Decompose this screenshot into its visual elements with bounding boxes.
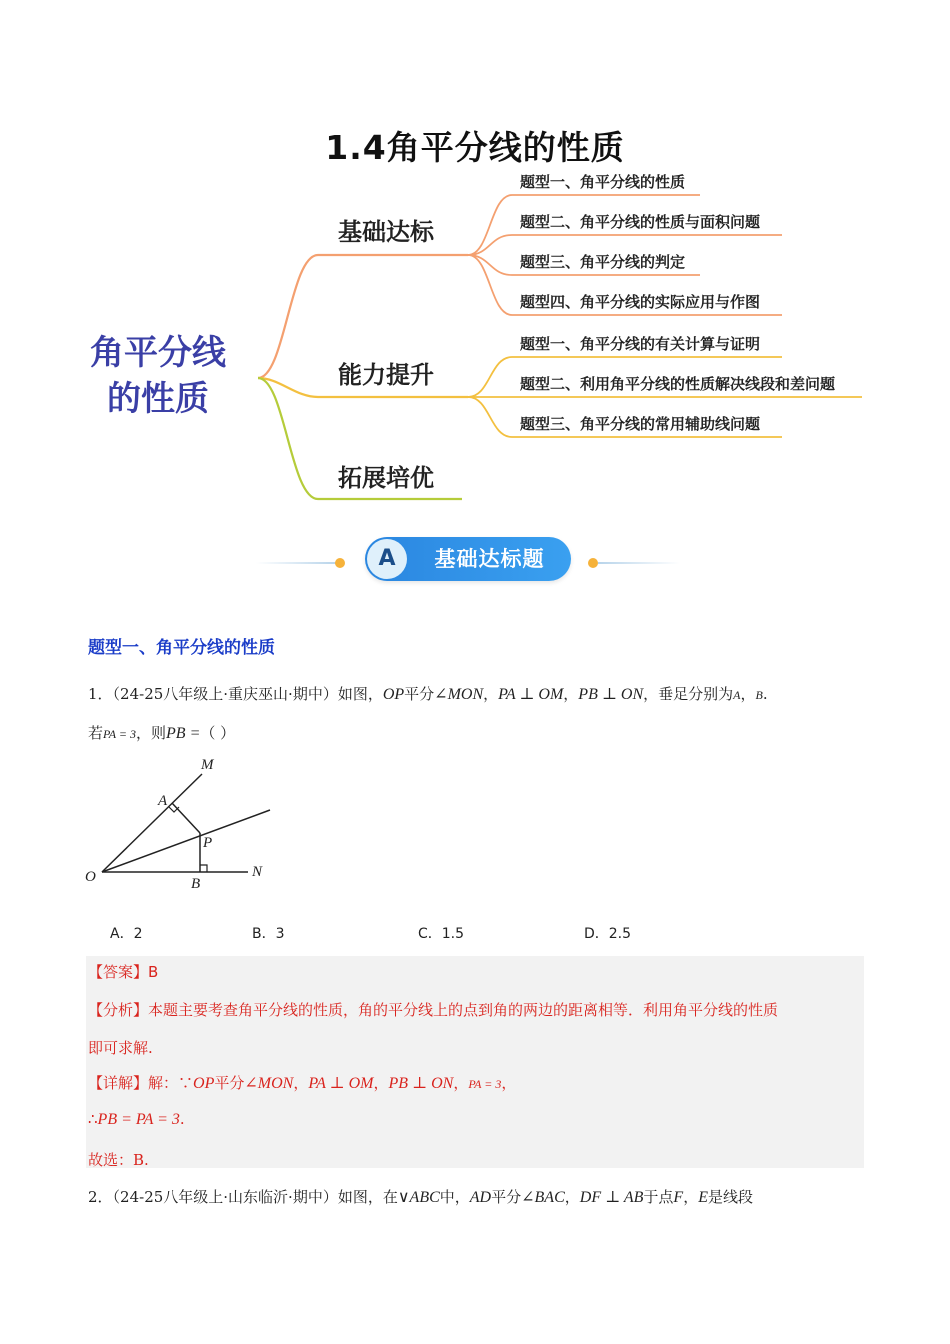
text: 中， [439,1188,470,1206]
therefore-line [88,1110,185,1129]
math: PB = [166,725,201,742]
text: ， [483,685,499,703]
therefore-symbol: ∴ [88,1110,98,1128]
math: PB ⊥ ON [578,686,644,703]
text: ， [453,1074,469,1092]
math: ∠MON [434,686,484,703]
label-O: O [85,869,96,885]
text: ， [563,685,579,703]
text: ， [501,1074,517,1092]
label-B: B [191,876,201,892]
label-M: M [201,757,214,773]
mindmap-branch-basic: 基础达标 [338,218,434,246]
text: 平分 [491,1188,522,1206]
label-N: N [252,864,263,880]
option-d[interactable]: D．2.5 [584,926,632,942]
math: E [698,1189,708,1206]
mindmap-leaf: 题型一、角平分线的有关计算与证明 [520,335,761,353]
analysis-tag: 【分析】 [88,1001,149,1019]
banner-dot-right [588,558,598,568]
answer-tag: 【答案】 [88,963,149,981]
mindmap-root-line2: 的性质 [107,379,209,419]
math: OP [193,1075,215,1092]
question-number: 2． [88,1188,113,1206]
text: ， [683,1188,699,1206]
text: ， [373,1074,389,1092]
math: PA = 3 [103,727,137,741]
detail-line-1 [88,1072,516,1093]
mindmap-root-line1: 角平分线 [90,333,226,373]
text: ， [564,1188,580,1206]
math: PA ⊥ OM [498,686,564,703]
math: AD [469,1189,492,1206]
banner-dot-left [335,558,345,568]
option-c[interactable]: C．1.5 [418,926,465,942]
math: PB = PA = 3 [97,1111,180,1128]
text: ，垂足分别为 [643,685,734,703]
question-source: （24-25八年级上·重庆巫山·期中）如图， [112,685,383,703]
text: ，则 [136,724,167,742]
text: 是线段 [708,1188,754,1206]
section-heading: 题型一、角平分线的性质 [88,638,275,658]
math: OP [382,686,405,703]
label-P: P [203,835,213,851]
answer-value: B [148,963,159,981]
label-A: A [158,793,168,809]
choose-line: 故选：B. [88,1151,149,1169]
text: 平分 [214,1074,245,1092]
banner-text: 基础达标题 [434,547,545,571]
page-title: 1.4角平分线的性质 [325,128,625,167]
banner-line-right [598,562,680,564]
math: PB ⊥ ON [388,1075,454,1092]
text: ， [740,685,756,703]
mindmap-branch-ability: 能力提升 [338,361,434,389]
mindmap-branch-extension: 拓展培优 [338,464,434,492]
mindmap-leaf: 题型三、角平分线的判定 [520,253,686,271]
mindmap-connectors [0,0,950,520]
question-1-line-1 [88,683,768,704]
text: . [762,685,768,703]
mindmap-leaf: 题型二、利用角平分线的性质解决线段和差问题 [520,375,836,393]
banner-letter: A [367,539,407,579]
text: 平分 [404,685,435,703]
text: ， [293,1074,309,1092]
question-2-line-1 [88,1186,753,1207]
math: DF ⊥ AB [579,1189,644,1206]
analysis-text: 本题主要考查角平分线的性质，角的平分线上的点到角的两边的距离相等．利用角平分线的性质 [148,1001,779,1019]
mindmap-root [72,330,244,422]
answer-line [88,961,158,982]
math: B [755,688,763,702]
math: F [673,1189,684,1206]
analysis-line-2: 即可求解. [88,1039,153,1057]
text: 解：∵ [148,1074,194,1092]
math: ∠MON [244,1075,294,1092]
math: A [733,688,741,702]
mindmap-leaf: 题型一、角平分线的性质 [520,173,686,191]
analysis-line-1 [88,999,778,1020]
option-b[interactable]: B．3 [252,926,285,942]
detail-tag: 【详解】 [88,1074,149,1092]
text: . [179,1110,185,1128]
answer-box [86,956,864,1168]
text: （ ） [200,724,236,742]
math: PA ⊥ OM [308,1075,374,1092]
banner-line-left [256,562,336,564]
mindmap-leaf: 题型三、角平分线的常用辅助线问题 [520,415,761,433]
text: 于点 [643,1188,674,1206]
math: PA = 3 [468,1077,502,1091]
text: 若 [88,724,104,742]
question-1-figure [80,752,280,894]
math: ∠BAC [521,1189,565,1206]
option-a[interactable]: A．2 [110,926,143,942]
question-1-line-2 [88,722,235,743]
mindmap-leaf: 题型四、角平分线的实际应用与作图 [520,293,761,311]
math: ∨ABC [397,1189,440,1206]
mindmap-leaf: 题型二、角平分线的性质与面积问题 [520,213,761,231]
question-number: 1． [88,685,113,703]
question-source: （24-25八年级上·山东临沂·期中）如图，在 [112,1188,398,1206]
